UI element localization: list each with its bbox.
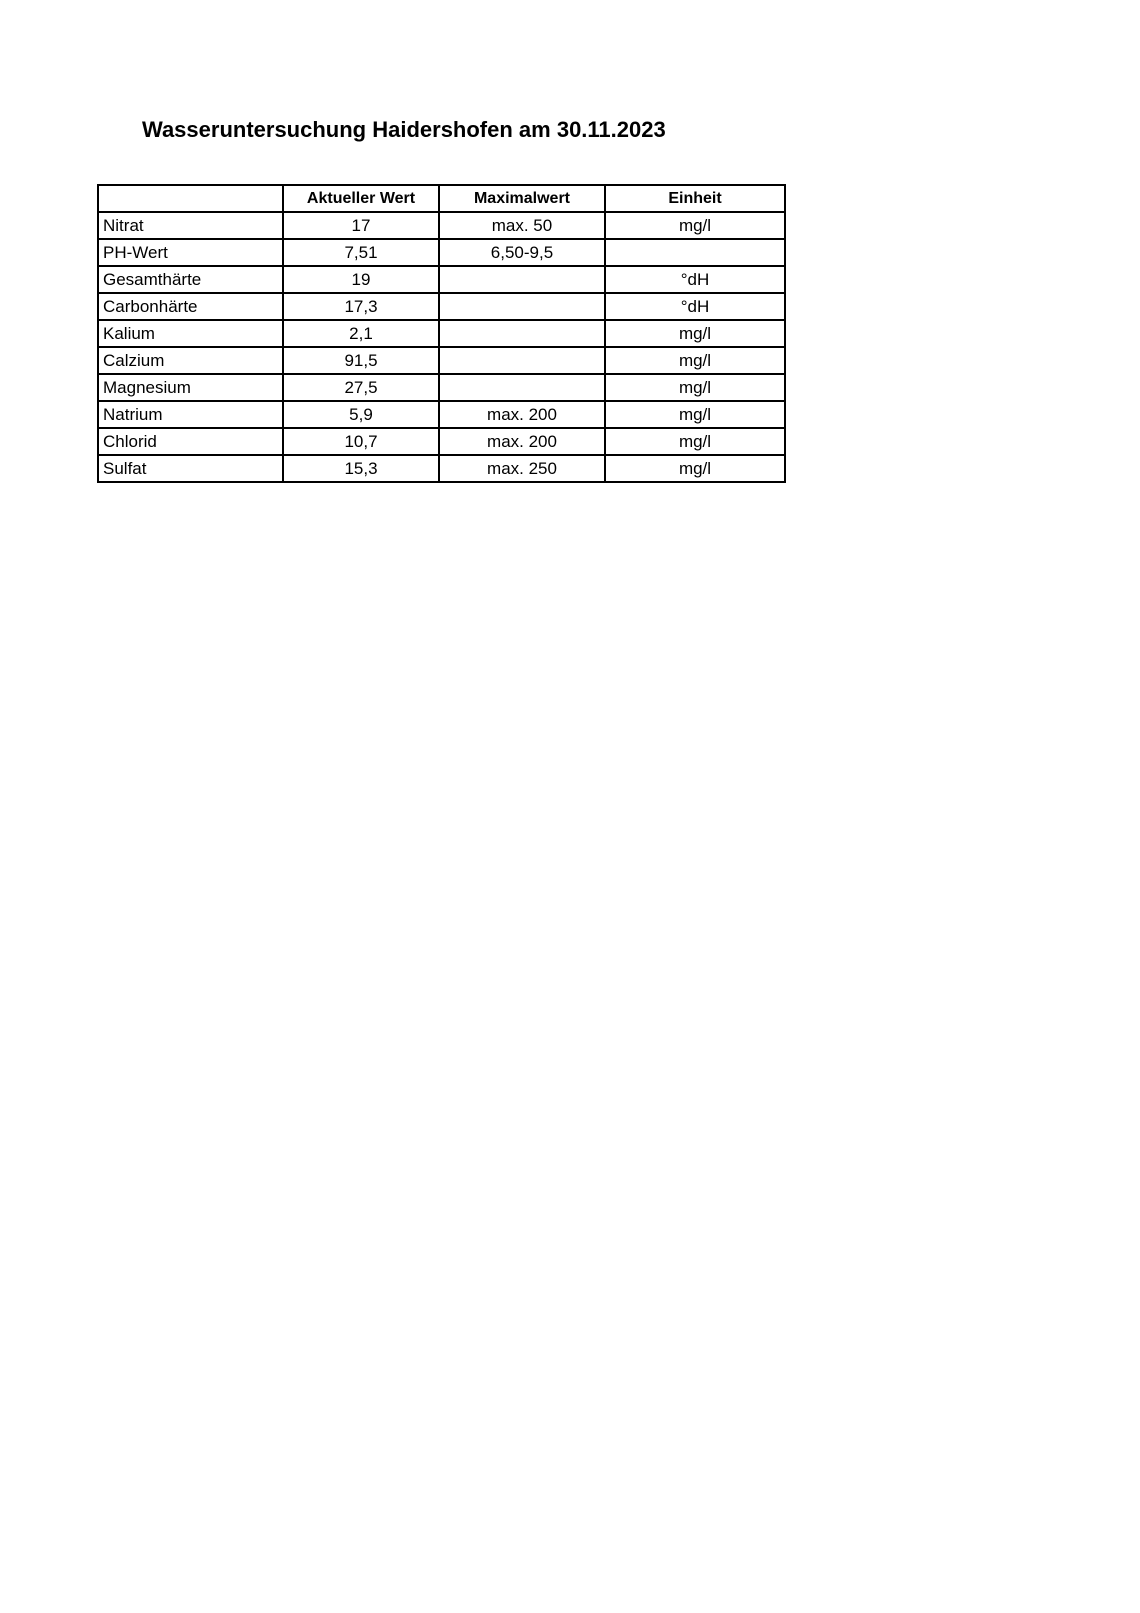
header-max-value: Maximalwert [439, 185, 605, 212]
table-row [98, 347, 785, 374]
header-parameter [98, 185, 283, 212]
cell-unit: mg/l [605, 320, 785, 347]
cell-current-value: 27,5 [283, 374, 439, 401]
cell-current-value: 19 [283, 266, 439, 293]
cell-max-value: max. 200 [439, 428, 605, 455]
table-row [98, 455, 785, 482]
table-row [98, 239, 785, 266]
cell-current-value: 15,3 [283, 455, 439, 482]
table-row [98, 320, 785, 347]
cell-current-value: 5,9 [283, 401, 439, 428]
cell-max-value: max. 250 [439, 455, 605, 482]
cell-parameter: Sulfat [98, 455, 283, 482]
cell-unit [605, 239, 785, 266]
cell-parameter: PH-Wert [98, 239, 283, 266]
cell-unit: °dH [605, 293, 785, 320]
cell-parameter: Carbonhärte [98, 293, 283, 320]
cell-max-value [439, 374, 605, 401]
cell-current-value: 2,1 [283, 320, 439, 347]
cell-parameter: Gesamthärte [98, 266, 283, 293]
page-title: Wasseruntersuchung Haidershofen am 30.11.2023 [142, 117, 666, 142]
cell-max-value [439, 347, 605, 374]
cell-max-value [439, 266, 605, 293]
cell-unit: mg/l [605, 347, 785, 374]
cell-current-value: 91,5 [283, 347, 439, 374]
table-header-row [98, 185, 785, 212]
header-unit: Einheit [605, 185, 785, 212]
cell-parameter: Magnesium [98, 374, 283, 401]
cell-unit: mg/l [605, 401, 785, 428]
cell-current-value: 17,3 [283, 293, 439, 320]
table-row [98, 428, 785, 455]
cell-max-value [439, 320, 605, 347]
cell-current-value: 17 [283, 212, 439, 239]
water-analysis-table [97, 184, 786, 483]
cell-unit: mg/l [605, 374, 785, 401]
cell-unit: mg/l [605, 212, 785, 239]
cell-current-value: 7,51 [283, 239, 439, 266]
cell-parameter: Nitrat [98, 212, 283, 239]
cell-max-value: max. 200 [439, 401, 605, 428]
cell-parameter: Kalium [98, 320, 283, 347]
table-row [98, 212, 785, 239]
cell-max-value: max. 50 [439, 212, 605, 239]
table-row [98, 401, 785, 428]
cell-unit: °dH [605, 266, 785, 293]
cell-unit: mg/l [605, 428, 785, 455]
cell-max-value [439, 293, 605, 320]
cell-max-value: 6,50-9,5 [439, 239, 605, 266]
cell-parameter: Calzium [98, 347, 283, 374]
cell-current-value: 10,7 [283, 428, 439, 455]
table-row [98, 266, 785, 293]
cell-parameter: Natrium [98, 401, 283, 428]
table-body [98, 212, 785, 482]
cell-parameter: Chlorid [98, 428, 283, 455]
header-current-value: Aktueller Wert [283, 185, 439, 212]
table-row [98, 293, 785, 320]
cell-unit: mg/l [605, 455, 785, 482]
table-row [98, 374, 785, 401]
